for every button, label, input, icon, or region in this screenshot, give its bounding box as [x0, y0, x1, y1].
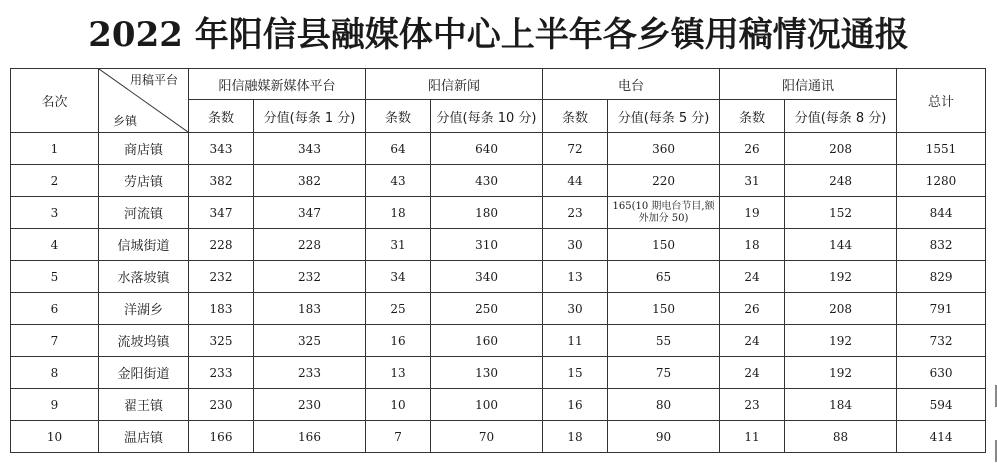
- count-cell: 26: [720, 293, 785, 325]
- report-title: 2022 年阳信县融媒体中心上半年各乡镇用稿情况通报: [88, 15, 909, 55]
- town-cell: 信城街道: [99, 229, 189, 261]
- count-cell: 232: [189, 261, 254, 293]
- platform-header-new-media: 阳信融媒新媒体平台: [189, 69, 366, 100]
- radio-bonus-note: 165(10 期电台节目,额外加分 50): [608, 197, 720, 229]
- count-cell: 34: [366, 261, 431, 293]
- rank-cell: 6: [11, 293, 99, 325]
- score-cell: 65: [608, 261, 720, 293]
- score-cell: 360: [608, 133, 720, 165]
- count-cell: 24: [720, 325, 785, 357]
- total-cell: 732: [897, 325, 986, 357]
- count-cell: 382: [189, 165, 254, 197]
- table-row: [11, 133, 986, 165]
- score-cell: 347: [254, 197, 366, 229]
- count-cell: 228: [189, 229, 254, 261]
- town-cell: 流坡坞镇: [99, 325, 189, 357]
- count-cell: 233: [189, 357, 254, 389]
- score-cell: 75: [608, 357, 720, 389]
- table-row: [11, 165, 986, 197]
- score-cell: 70: [431, 421, 543, 453]
- diagonal-header-cell: [99, 69, 189, 133]
- score-cell: 100: [431, 389, 543, 421]
- count-cell: 19: [720, 197, 785, 229]
- rank-header: 名次: [11, 69, 99, 133]
- rank-cell: 4: [11, 229, 99, 261]
- rank-cell: 3: [11, 197, 99, 229]
- total-cell: 630: [897, 357, 986, 389]
- count-cell: 7: [366, 421, 431, 453]
- score-cell: 640: [431, 133, 543, 165]
- count-cell: 64: [366, 133, 431, 165]
- town-axis-label: 乡镇: [113, 114, 138, 128]
- score-cell: 248: [785, 165, 897, 197]
- town-cell: 温店镇: [99, 421, 189, 453]
- score-cell: 343: [254, 133, 366, 165]
- count-cell: 11: [543, 325, 608, 357]
- score-cell: 88: [785, 421, 897, 453]
- count-cell: 10: [366, 389, 431, 421]
- rank-cell: 8: [11, 357, 99, 389]
- count-cell: 15: [543, 357, 608, 389]
- rank-cell: 1: [11, 133, 99, 165]
- total-cell: 832: [897, 229, 986, 261]
- count-cell: 325: [189, 325, 254, 357]
- town-cell: 洋湖乡: [99, 293, 189, 325]
- count-header: 条数: [720, 100, 785, 133]
- count-cell: 16: [366, 325, 431, 357]
- count-cell: 18: [543, 421, 608, 453]
- table-row: [11, 357, 986, 389]
- count-cell: 43: [366, 165, 431, 197]
- count-cell: 13: [543, 261, 608, 293]
- town-cell: 水落坡镇: [99, 261, 189, 293]
- count-cell: 30: [543, 229, 608, 261]
- count-cell: 16: [543, 389, 608, 421]
- score-cell: 382: [254, 165, 366, 197]
- count-cell: 183: [189, 293, 254, 325]
- score-cell: 180: [431, 197, 543, 229]
- count-cell: 44: [543, 165, 608, 197]
- total-header: 总计: [897, 69, 986, 133]
- score-cell: 144: [785, 229, 897, 261]
- count-cell: 26: [720, 133, 785, 165]
- score-cell: 166: [254, 421, 366, 453]
- count-cell: 31: [720, 165, 785, 197]
- count-cell: 11: [720, 421, 785, 453]
- town-cell: 河流镇: [99, 197, 189, 229]
- score-cell: 184: [785, 389, 897, 421]
- total-cell: 1551: [897, 133, 986, 165]
- count-cell: 72: [543, 133, 608, 165]
- table-row: [11, 229, 986, 261]
- platform-header-news: 阳信新闻: [366, 69, 543, 100]
- town-cell: 商店镇: [99, 133, 189, 165]
- score-cell: 55: [608, 325, 720, 357]
- score-table: [10, 68, 986, 453]
- score-cell: 340: [431, 261, 543, 293]
- count-cell: 166: [189, 421, 254, 453]
- town-cell: 金阳街道: [99, 357, 189, 389]
- count-header: 条数: [543, 100, 608, 133]
- score-cell: 150: [608, 229, 720, 261]
- count-cell: 343: [189, 133, 254, 165]
- score-cell: 130: [431, 357, 543, 389]
- score-header: 分值(每条 8 分): [785, 100, 897, 133]
- score-cell: 152: [785, 197, 897, 229]
- score-cell: 232: [254, 261, 366, 293]
- table-row: [11, 197, 986, 229]
- score-header: 分值(每条 1 分): [254, 100, 366, 133]
- platform-header-radio: 电台: [543, 69, 720, 100]
- count-header: 条数: [189, 100, 254, 133]
- count-cell: 25: [366, 293, 431, 325]
- score-cell: 160: [431, 325, 543, 357]
- count-cell: 347: [189, 197, 254, 229]
- rank-cell: 10: [11, 421, 99, 453]
- total-cell: 414: [897, 421, 986, 453]
- rank-cell: 9: [11, 389, 99, 421]
- count-header: 条数: [366, 100, 431, 133]
- platform-header-bulletin: 阳信通讯: [720, 69, 897, 100]
- table-row: [11, 325, 986, 357]
- count-cell: 13: [366, 357, 431, 389]
- score-cell: 230: [254, 389, 366, 421]
- score-cell: 150: [608, 293, 720, 325]
- score-cell: 192: [785, 325, 897, 357]
- total-cell: 594: [897, 389, 986, 421]
- score-cell: 325: [254, 325, 366, 357]
- count-cell: 31: [366, 229, 431, 261]
- rank-cell: 7: [11, 325, 99, 357]
- rank-cell: 2: [11, 165, 99, 197]
- count-cell: 23: [543, 197, 608, 229]
- rank-cell: 5: [11, 261, 99, 293]
- score-cell: 183: [254, 293, 366, 325]
- total-cell: 791: [897, 293, 986, 325]
- count-cell: 18: [366, 197, 431, 229]
- town-cell: 翟王镇: [99, 389, 189, 421]
- score-cell: 192: [785, 261, 897, 293]
- town-cell: 劳店镇: [99, 165, 189, 197]
- total-cell: 844: [897, 197, 986, 229]
- score-cell: 250: [431, 293, 543, 325]
- table-row: [11, 421, 986, 453]
- score-cell: 233: [254, 357, 366, 389]
- table-row: [11, 261, 986, 293]
- platform-axis-label: 用稿平台: [129, 73, 178, 87]
- score-cell: 80: [608, 389, 720, 421]
- count-cell: 230: [189, 389, 254, 421]
- score-cell: 192: [785, 357, 897, 389]
- score-cell: 310: [431, 229, 543, 261]
- total-cell: 829: [897, 261, 986, 293]
- table-row: [11, 389, 986, 421]
- total-cell: 1280: [897, 165, 986, 197]
- count-cell: 24: [720, 261, 785, 293]
- count-cell: 23: [720, 389, 785, 421]
- score-cell: 430: [431, 165, 543, 197]
- count-cell: 18: [720, 229, 785, 261]
- table-row: [11, 293, 986, 325]
- score-cell: 90: [608, 421, 720, 453]
- score-header: 分值(每条 10 分): [431, 100, 543, 133]
- score-cell: 220: [608, 165, 720, 197]
- score-cell: 208: [785, 133, 897, 165]
- count-cell: 30: [543, 293, 608, 325]
- score-cell: 228: [254, 229, 366, 261]
- score-cell: 208: [785, 293, 897, 325]
- score-header: 分值(每条 5 分): [608, 100, 720, 133]
- count-cell: 24: [720, 357, 785, 389]
